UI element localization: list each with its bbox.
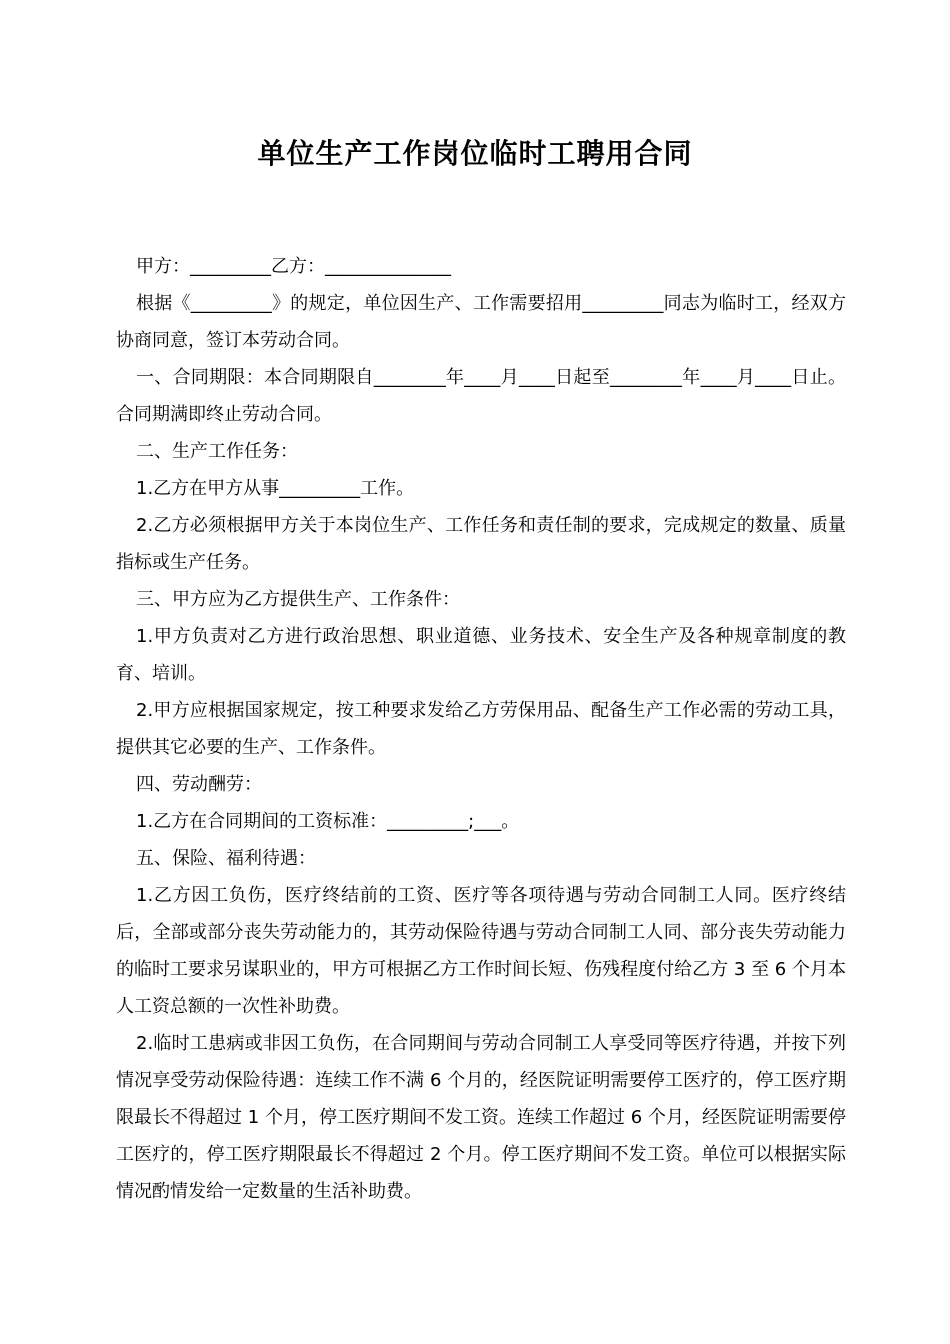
parties-line: 甲方：_________乙方：______________: [136, 256, 451, 277]
section-heading-conditions: 三、甲方应为乙方提供生产、工作条件：: [136, 589, 460, 610]
insurance-item-2: 2.临时工患病或非因工负伤，在合同期间与劳动合同制工人享受同等医疗待遇，并按下列情况享受劳动保险待遇：连续工作不满 6 个月的，经医院证明需要停工医疗的，停工医疗期限最长不得超过 1 个月，停工医疗期间不发工资。连续工作超过 6 个月，经医院证明需要停工医疗的，停工医疗期限最长不得超过 2 个月。停工医疗期间不发工资。单位可以根据实际情况酌情发给一定数量的生活补助费。: [116, 1033, 846, 1202]
preamble-paragraph: 根据《_________》的规定，单位因生产、工作需要招用_________同志为临时工，经双方协商同意，签订本劳动合同。: [116, 293, 846, 351]
conditions-item-1: 1.甲方负责对乙方进行政治思想、职业道德、业务技术、安全生产及各种规章制度的教育、培训。: [116, 626, 846, 684]
tasks-item-2: 2.乙方必须根据甲方关于本岗位生产、工作任务和责任制的要求，完成规定的数量、质量指标或生产任务。: [116, 515, 846, 573]
section-heading-remuneration: 四、劳动酬劳：: [136, 774, 262, 795]
section-contract-term: 一、合同期限：本合同期限自________年____月____日起至________年____月____日止。合同期满即终止劳动合同。: [116, 367, 846, 425]
remuneration-item-1: 1.乙方在合同期间的工资标准：_________;___。: [136, 811, 520, 832]
section-heading-insurance: 五、保险、福利待遇：: [136, 848, 316, 869]
section-heading-tasks: 二、生产工作任务：: [136, 441, 298, 462]
insurance-item-1: 1.乙方因工负伤，医疗终结前的工资、医疗等各项待遇与劳动合同制工人同。医疗终结后，全部或部分丧失劳动能力的，其劳动保险待遇与劳动合同制工人同、部分丧失劳动能力的临时工要求另谋职业的，甲方可根据乙方工作时间长短、伤残程度付给乙方 3 至 6 个月本人工资总额的一次性补助费。: [116, 885, 846, 1017]
tasks-item-1: 1.乙方在甲方从事_________工作。: [136, 478, 415, 499]
document-title: 单位生产工作岗位临时工聘用合同: [257, 137, 693, 170]
document-body: [116, 248, 846, 1210]
conditions-item-2: 2.甲方应根据国家规定，按工种要求发给乙方劳保用品、配备生产工作必需的劳动工具，提供其它必要的生产、工作条件。: [116, 700, 846, 758]
